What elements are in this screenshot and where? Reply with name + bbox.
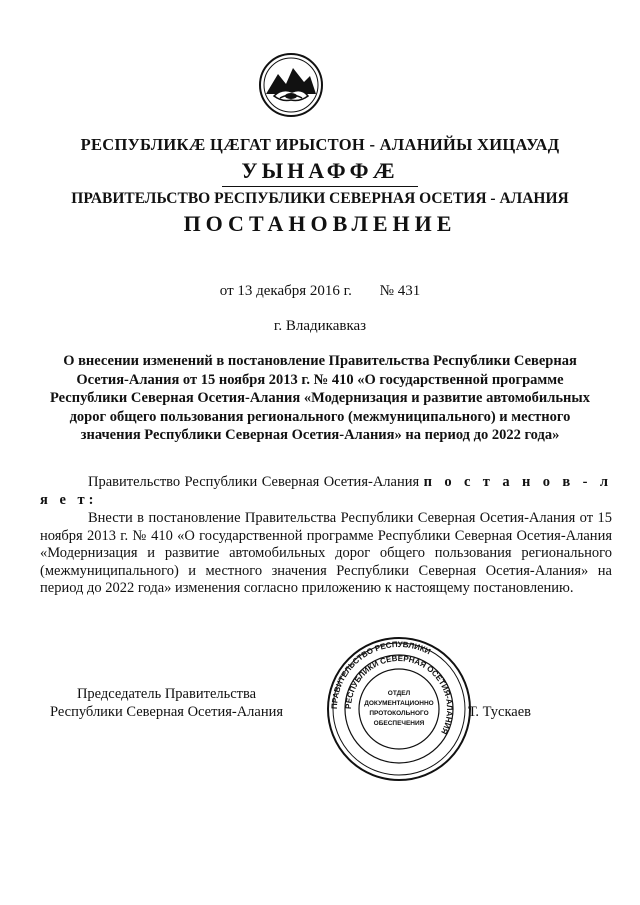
stamp-center-line4: ОБЕСПЕЧЕНИЯ bbox=[373, 720, 425, 727]
stamp-center-line1: ОТДЕЛ bbox=[387, 690, 411, 697]
preamble-text: Правительство Республики Северная Осетия-Алания bbox=[88, 474, 420, 490]
signatory-name: Т. Тускаев bbox=[468, 704, 532, 720]
document-subject: О внесении изменений в постановление Правительства Республики Северная Осетия-Алания от 15 ноября 2013 г. № 410 «О государственной программе Республики Северная Осетия-Алания «Модернизация и развитие автомобильных дорог общего пользования регионального (межмуниципального) и местного значения Республики Северная Осетия-Алания» на период до 2022 года» bbox=[50, 353, 590, 444]
stamp-center-line3: ПРОТОКОЛЬНОГО bbox=[369, 710, 429, 717]
document-date-number bbox=[0, 283, 640, 300]
preamble-paragraph bbox=[40, 474, 612, 509]
header-ossetian-line: РЕСПУБЛИКӔ ЦӔГАТ ИРЫСТОН - АЛАНИЙЫ ХИЦАУАД bbox=[80, 135, 560, 154]
stamp-ring-inner-text: РЕСПУБЛИКИ СЕВЕРНАЯ ОСЕТИЯ-АЛАНИЯ bbox=[343, 653, 455, 736]
stamp-center-line2: ДОКУМЕНТАЦИОННО bbox=[364, 700, 434, 707]
stamp-ring-outer-text: ПРАВИТЕЛЬСТВО РЕСПУБЛИКИ bbox=[329, 639, 432, 710]
header-russian-line: ПРАВИТЕЛЬСТВО РЕСПУБЛИКИ СЕВЕРНАЯ ОСЕТИЯ - АЛАНИЯ bbox=[71, 190, 569, 207]
coat-of-arms-emblem bbox=[258, 52, 324, 118]
signatory-position-line2: Республики Северная Осетия-Алания bbox=[50, 703, 284, 720]
main-paragraph: Внести в постановление Правительства Республики Северная Осетия-Алания от 15 ноября 2013 г. № 410 «О государственной программе Республики Северная Осетия-Алания «Модернизация и развитие автомобильных дорог общего пользования регионального (межмуниципального) и местного значения Республики Северная Осетия-Алания» на период до 2022 года» изменения согласно приложению к настоящему постановлению. bbox=[40, 510, 612, 597]
header-divider bbox=[222, 186, 418, 187]
decree-word: п о с т а н о в - л я е т: bbox=[40, 474, 612, 508]
header-ossetian-title: УЫНАФФӔ bbox=[241, 158, 399, 183]
document-date: от 13 декабря 2016 г. bbox=[219, 283, 352, 299]
signatory-position bbox=[50, 686, 283, 721]
document-type-title: ПОСТАНОВЛЕНИЕ bbox=[183, 211, 457, 236]
official-seal-stamp bbox=[326, 636, 472, 782]
signatory-position-line1: Председатель Правительства bbox=[76, 686, 257, 702]
document-city: г. Владикавказ bbox=[273, 318, 367, 334]
document-number: № 431 bbox=[379, 283, 421, 299]
